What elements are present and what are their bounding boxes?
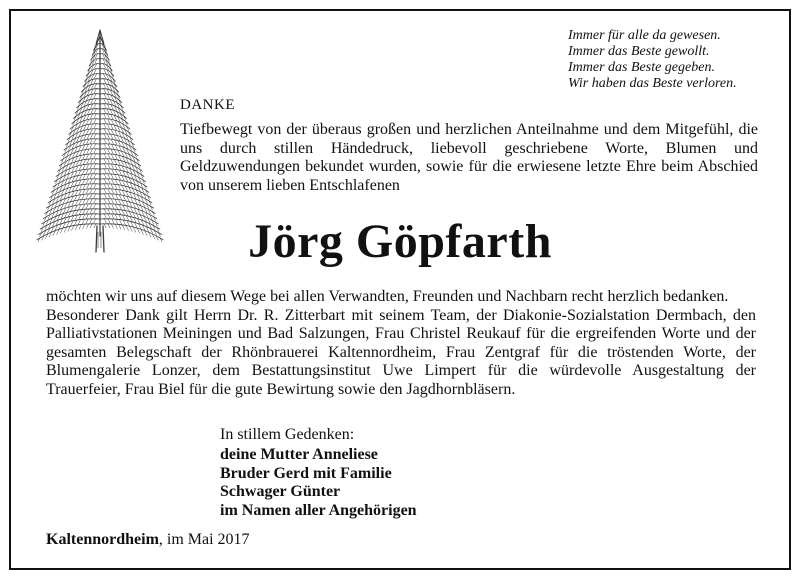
tree-needle — [119, 180, 122, 185]
tree-needle — [62, 158, 65, 163]
date-text: , im Mai 2017 — [158, 531, 250, 548]
verse-line: Immer für alle da gewesen. — [568, 28, 721, 43]
tree-needle — [78, 195, 81, 200]
tree-needle — [79, 205, 82, 210]
memorial-verse — [568, 28, 778, 92]
tree-needle — [145, 189, 148, 194]
tree-needle — [115, 164, 118, 169]
tree-needle — [79, 165, 82, 170]
tree-needle — [56, 179, 59, 184]
tree-needle — [83, 184, 86, 189]
tree-needle — [79, 200, 82, 205]
tree-needle — [82, 194, 85, 199]
tree-needle — [49, 200, 52, 205]
thanks-body — [46, 288, 756, 399]
tree-needle — [119, 190, 122, 195]
tree-needle — [141, 174, 144, 179]
place-date — [46, 531, 250, 549]
tree-needle — [122, 176, 125, 181]
tree-needle — [63, 152, 66, 157]
tree-needle — [80, 160, 83, 165]
tree-needle — [115, 169, 118, 174]
tree-needle — [115, 194, 118, 199]
tree-needle — [115, 179, 118, 184]
tree-needle — [84, 135, 87, 140]
tree-needle — [122, 186, 125, 191]
tree-needle — [119, 156, 122, 161]
gedenken-label: In stillem Gedenken: — [220, 426, 355, 443]
tree-needle — [142, 179, 145, 184]
tree-needle — [118, 175, 121, 180]
tree-needle — [71, 206, 74, 211]
mourner-line: Bruder Gerd mit Familie — [220, 464, 392, 482]
tree-needle — [122, 191, 125, 196]
tree-needle — [79, 190, 82, 195]
tree-needle — [115, 204, 118, 209]
tree-needle — [58, 168, 61, 173]
verse-line: Wir haben das Beste verloren. — [568, 76, 737, 91]
tree-needle — [114, 135, 117, 140]
tree-needle — [83, 155, 86, 160]
mourner-line: Schwager Günter — [220, 483, 341, 500]
tree-needle — [79, 156, 82, 161]
tree-needle — [115, 155, 118, 160]
tree-needle — [48, 205, 51, 210]
tree-branch — [100, 159, 143, 172]
deceased-name: Jörg Göpfarth — [248, 215, 552, 268]
tree-needle — [118, 165, 121, 170]
tree-needle — [115, 140, 118, 145]
tree-needle — [76, 186, 79, 191]
tree-branch — [100, 164, 144, 177]
tree-needle — [136, 158, 139, 163]
tree-needle — [122, 200, 125, 205]
tree-needle — [52, 189, 55, 194]
tree-branch — [57, 159, 100, 172]
tree-needle — [149, 200, 152, 205]
tree-needle — [114, 150, 117, 155]
tree-needle — [127, 206, 130, 211]
tree-needle — [82, 169, 85, 174]
tree-needle — [51, 195, 54, 200]
tree-needle — [54, 184, 57, 189]
mourners-list — [220, 446, 417, 520]
tree-needle — [115, 184, 118, 189]
tree-needle — [79, 180, 82, 185]
tree-needle — [82, 204, 85, 209]
tree-needle — [75, 200, 78, 205]
tree-branch — [56, 164, 100, 177]
tree-needle — [66, 142, 69, 147]
mourner-line: im Namen aller Angehörigen — [220, 501, 417, 519]
tree-needle — [134, 152, 137, 157]
tree-needle — [68, 136, 71, 141]
tree-needle — [79, 175, 82, 180]
tree-needle — [57, 174, 60, 179]
danke-text: Tiefbewegt von der überaus großen und herzlichen Anteilnahme und dem Mitgefühl, die uns durch stillen Händedruck, liebevoll geschriebene Worte, Blumen und Geldzuwendungen bekundet wurden, sowie für die erwiesene letzte Ehre beim Abschied von unserem lieben Entschlafenen — [180, 121, 758, 194]
tree-needle — [133, 147, 136, 152]
tree-needle — [147, 195, 150, 200]
mourner-line: deine Mutter Anneliese — [220, 446, 378, 463]
tree-needle — [131, 142, 134, 147]
place-name: Kaltennordheim — [46, 531, 159, 548]
tree-needle — [139, 168, 142, 173]
tree-needle — [119, 195, 122, 200]
thanks-paragraph: Besonderer Dank gilt Herrn Dr. R. Zitterbart mit seinem Team, der Diakonie-Sozialstation Dermbach, den Palliativstationen Meiningen und Bad Salzungen, Frau Christel Reukauf für die ergreifenden Worte und der gesamten Belegschaft der Rhönbrauerei Kaltennordheim, Frau Zentgraf für die tröstenden Worte, der Blumengalerie Lonzer, dem Bestattungsinstitut Uwe Limpert für die würdevolle Ausgestaltung der Trauerfeier, Frau Biel für die gute Bewirtung sowie den Jagdhornbläsern. — [46, 306, 756, 398]
tree-needle — [123, 196, 126, 201]
tree-needle — [83, 150, 86, 155]
tree-needle — [75, 205, 78, 210]
tree-needle — [123, 205, 126, 210]
tree-needle — [119, 200, 122, 205]
tree-needle — [150, 205, 153, 210]
tree-needle — [78, 170, 81, 175]
verse-line: Immer das Beste gewollt. — [568, 44, 710, 59]
tree-needle — [65, 147, 68, 152]
thanks-paragraph: möchten wir uns auf diesem Wege bei allen Verwandten, Freunden und Nachbarn recht herzlich bedanken. — [46, 288, 729, 305]
tree-needle — [119, 205, 122, 210]
tree-needle — [74, 196, 77, 201]
tree-needle — [83, 159, 86, 164]
tree-needle — [82, 179, 85, 184]
tree-needle — [79, 185, 82, 190]
tree-needle — [83, 140, 86, 145]
tree-needle — [75, 191, 78, 196]
tree-needle — [114, 159, 117, 164]
tree-needle — [144, 184, 147, 189]
danke-heading: DANKE — [180, 97, 235, 113]
verse-line: Immer das Beste gegeben. — [568, 60, 715, 75]
tree-needle — [118, 185, 121, 190]
tree-needle — [118, 160, 121, 165]
tree-needle — [119, 170, 122, 175]
tree-needle — [83, 164, 86, 169]
tree-needle — [76, 176, 79, 181]
tree-needle — [129, 136, 132, 141]
